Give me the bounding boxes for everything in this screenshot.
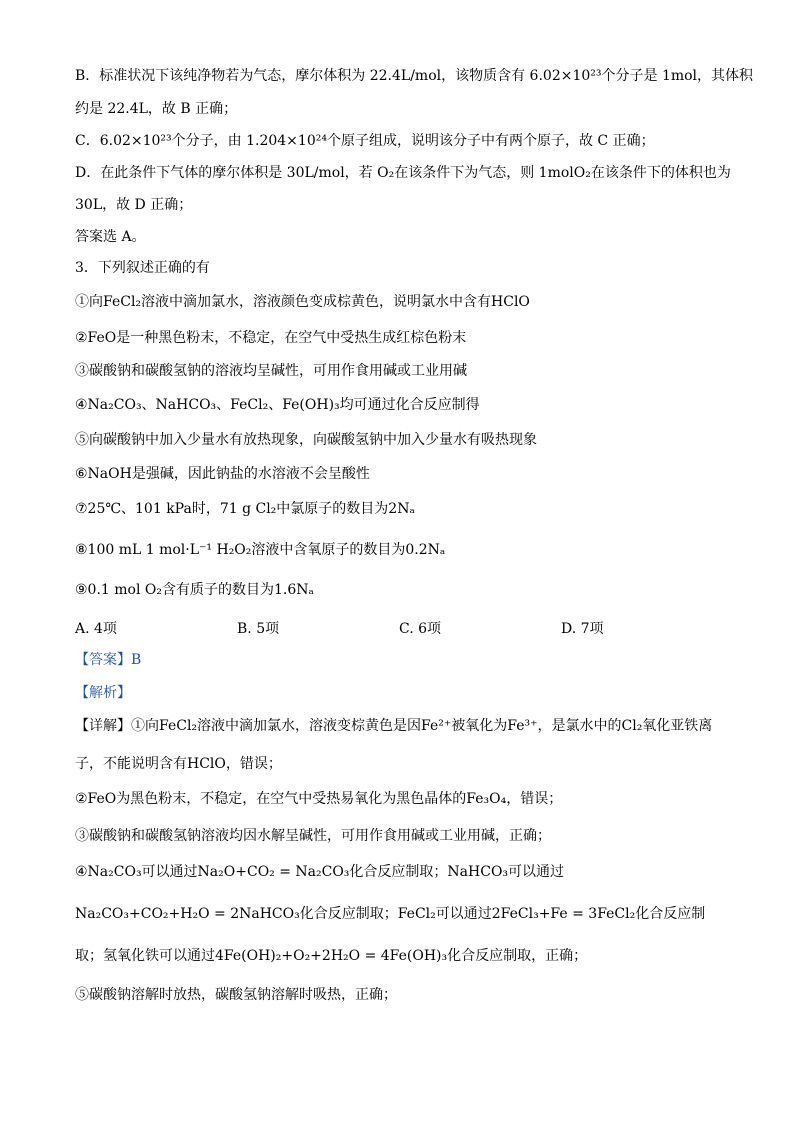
question-3-title: 3．下列叙述正确的有 xyxy=(75,260,210,276)
option-d: D. 7项 xyxy=(561,621,604,637)
option-d-line-2: 30L，故 D 正确； xyxy=(75,197,193,213)
option-b-line-1: B．标准状况下该纯净物若为气态，摩尔体积为 22.4L/mol，该物质含有 6.02×10²³个分子是 1mol，其体积 xyxy=(75,68,754,84)
statement-4: ④Na₂CO₃、NaHCO₃、FeCl₂、Fe(OH)₃均可通过化合反应制得 xyxy=(75,397,480,413)
previous-answer: 答案选 A。 xyxy=(75,229,146,245)
detail-line-7: 取；氢氧化铁可以通过4Fe(OH)₂+O₂+2H₂O = 4Fe(OH)₃化合反应制取，正确； xyxy=(75,948,588,964)
statement-8: ⑧100 mL 1 mol·L⁻¹ H₂O₂溶液中含氧原子的数目为0.2Nₐ xyxy=(75,542,446,558)
answer-options xyxy=(75,619,723,639)
answer-label: 【答案】B xyxy=(75,652,142,668)
statement-5: ⑤向碳酸钠中加入少量水有放热现象，向碳酸氢钠中加入少量水有吸热现象 xyxy=(75,432,537,448)
statement-3: ③碳酸钠和碳酸氢钠的溶液均呈碱性，可用作食用碱或工业用碱 xyxy=(75,363,467,379)
detail-line-6: Na₂CO₃+CO₂+H₂O = 2NaHCO₃化合反应制取；FeCl₂可以通过2FeCl₃+Fe = 3FeCl₂化合反应制 xyxy=(75,906,706,922)
option-c: C. 6项 xyxy=(399,621,442,637)
detail-line-4: ③碳酸钠和碳酸氢钠溶液均因水解呈碱性，可用作食用碱或工业用碱，正确； xyxy=(75,828,551,844)
statement-1: ①向FeCl₂溶液中滴加氯水，溶液颜色变成棕黄色，说明氯水中含有HClO xyxy=(75,294,530,310)
option-d-line-1: D．在此条件下气体的摩尔体积是 30L/mol，若 O₂在该条件下为气态，则 1molO₂在该条件下的体积也为 xyxy=(75,165,731,181)
detail-line-3: ②FeO为黑色粉末，不稳定，在空气中受热易氧化为黑色晶体的Fe₃O₄，错误； xyxy=(75,791,563,807)
statement-7: ⑦25℃、101 kPa时，71 g Cl₂中氯原子的数目为2Nₐ xyxy=(75,501,415,517)
option-c-line: C．6.02×10²³个分子，由 1.204×10²⁴个原子组成，说明该分子中有两个原子，故 C 正确； xyxy=(75,133,655,149)
detail-line-5: ④Na₂CO₃可以通过Na₂O+CO₂ = Na₂CO₃化合反应制取；NaHCO₃可以通过 xyxy=(75,864,565,880)
option-b-line-2: 约是 22.4L，故 B 正确； xyxy=(75,101,238,117)
detail-line-8: ⑤碳酸钠溶解时放热，碳酸氢钠溶解时吸热，正确； xyxy=(75,987,397,1003)
option-a: A. 4项 xyxy=(75,621,117,637)
analysis-label: 【解析】 xyxy=(75,685,131,701)
detail-line-1: 【详解】①向FeCl₂溶液中滴加氯水，溶液变棕黄色是因Fe²⁺被氧化为Fe³⁺，是氯水中的Cl₂氧化亚铁离 xyxy=(75,718,713,734)
statement-9: ⑨0.1 mol O₂含有质子的数目为1.6Nₐ xyxy=(75,582,314,598)
statement-6: ⑥NaOH是强碱，因此钠盐的水溶液不会呈酸性 xyxy=(75,466,370,482)
statement-2: ②FeO是一种黑色粉末，不稳定，在空气中受热生成红棕色粉末 xyxy=(75,330,467,346)
detail-line-2: 子，不能说明含有HClO，错误； xyxy=(75,756,282,772)
option-b: B. 5项 xyxy=(237,621,280,637)
